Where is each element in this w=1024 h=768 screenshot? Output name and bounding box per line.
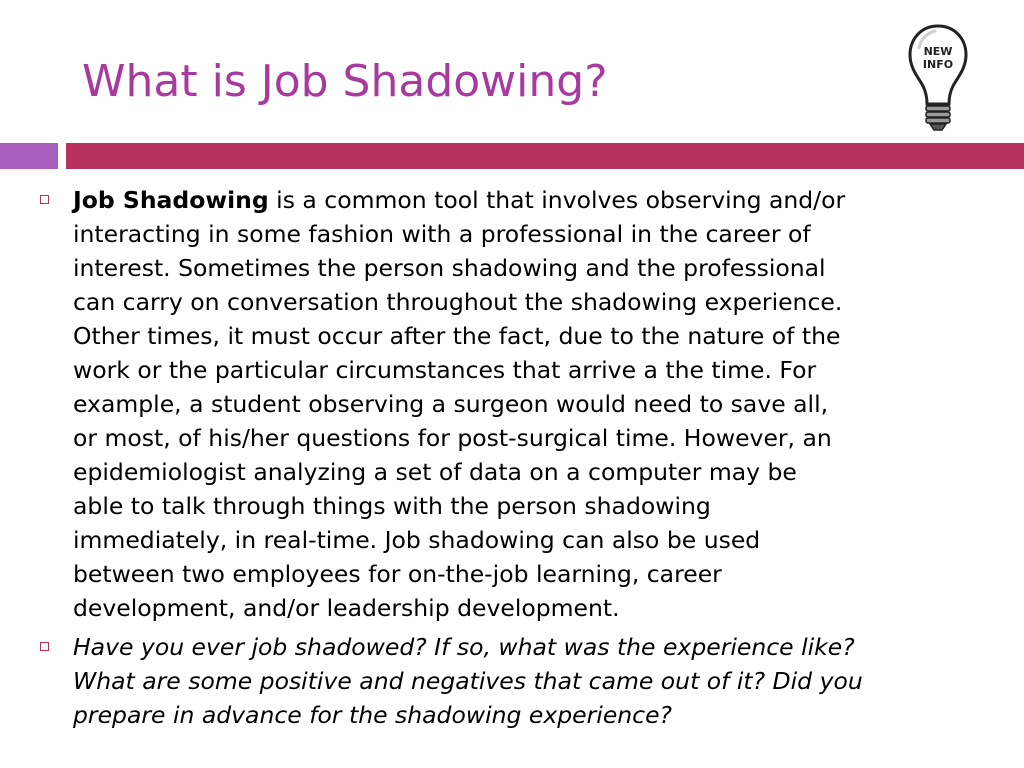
slide-title: What is Job Shadowing? [82, 56, 608, 107]
text-line: immediately, in real-time. Job shadowing can also be used [73, 526, 761, 554]
text-line: can carry on conversation throughout the shadowing experience. [73, 288, 843, 316]
bullet-job-shadowing [40, 183, 1000, 625]
slide-body [40, 183, 1000, 732]
bulb-label-new: NEW [923, 45, 953, 58]
bold-term: Job Shadowing [73, 186, 269, 214]
text-line: example, a student observing a surgeon would need to save all, [73, 390, 829, 418]
text-line: development, and/or leadership development. [73, 594, 620, 622]
text-line: Other times, it must occur after the fact, due to the nature of the [73, 322, 841, 350]
text-line [73, 183, 1000, 217]
text-line: What are some positive and negatives that came out of it? Did you [73, 667, 863, 695]
text-fragment: is a common tool that involves observing and/or [268, 186, 846, 214]
text-line: epidemiologist analyzing a set of data on a computer may be [73, 458, 797, 486]
text-line: prepare in advance for the shadowing experience? [73, 701, 673, 729]
text-line: interest. Sometimes the person shadowing and the professional [73, 254, 826, 282]
text-line: interacting in some fashion with a professional in the career of [73, 220, 811, 248]
square-bullet-icon [40, 642, 49, 651]
text-line: able to talk through things with the person shadowing [73, 492, 711, 520]
accent-bar-right [66, 143, 1024, 169]
lightbulb-icon [905, 22, 971, 134]
text-line: between two employees for on-the-job learning, career [73, 560, 722, 588]
bulb-label-info: INFO [922, 58, 954, 71]
bullet-text [73, 183, 1000, 625]
square-bullet-icon [40, 195, 49, 204]
text-line: work or the particular circumstances that arrive a the time. For [73, 356, 817, 384]
text-line: or most, of his/her questions for post-surgical time. However, an [73, 424, 832, 452]
text-line: Have you ever job shadowed? If so, what was the experience like? [73, 633, 855, 661]
bullet-reflection-questions [40, 630, 1000, 732]
bullet-text [73, 630, 1000, 732]
accent-bar-left [0, 143, 58, 169]
